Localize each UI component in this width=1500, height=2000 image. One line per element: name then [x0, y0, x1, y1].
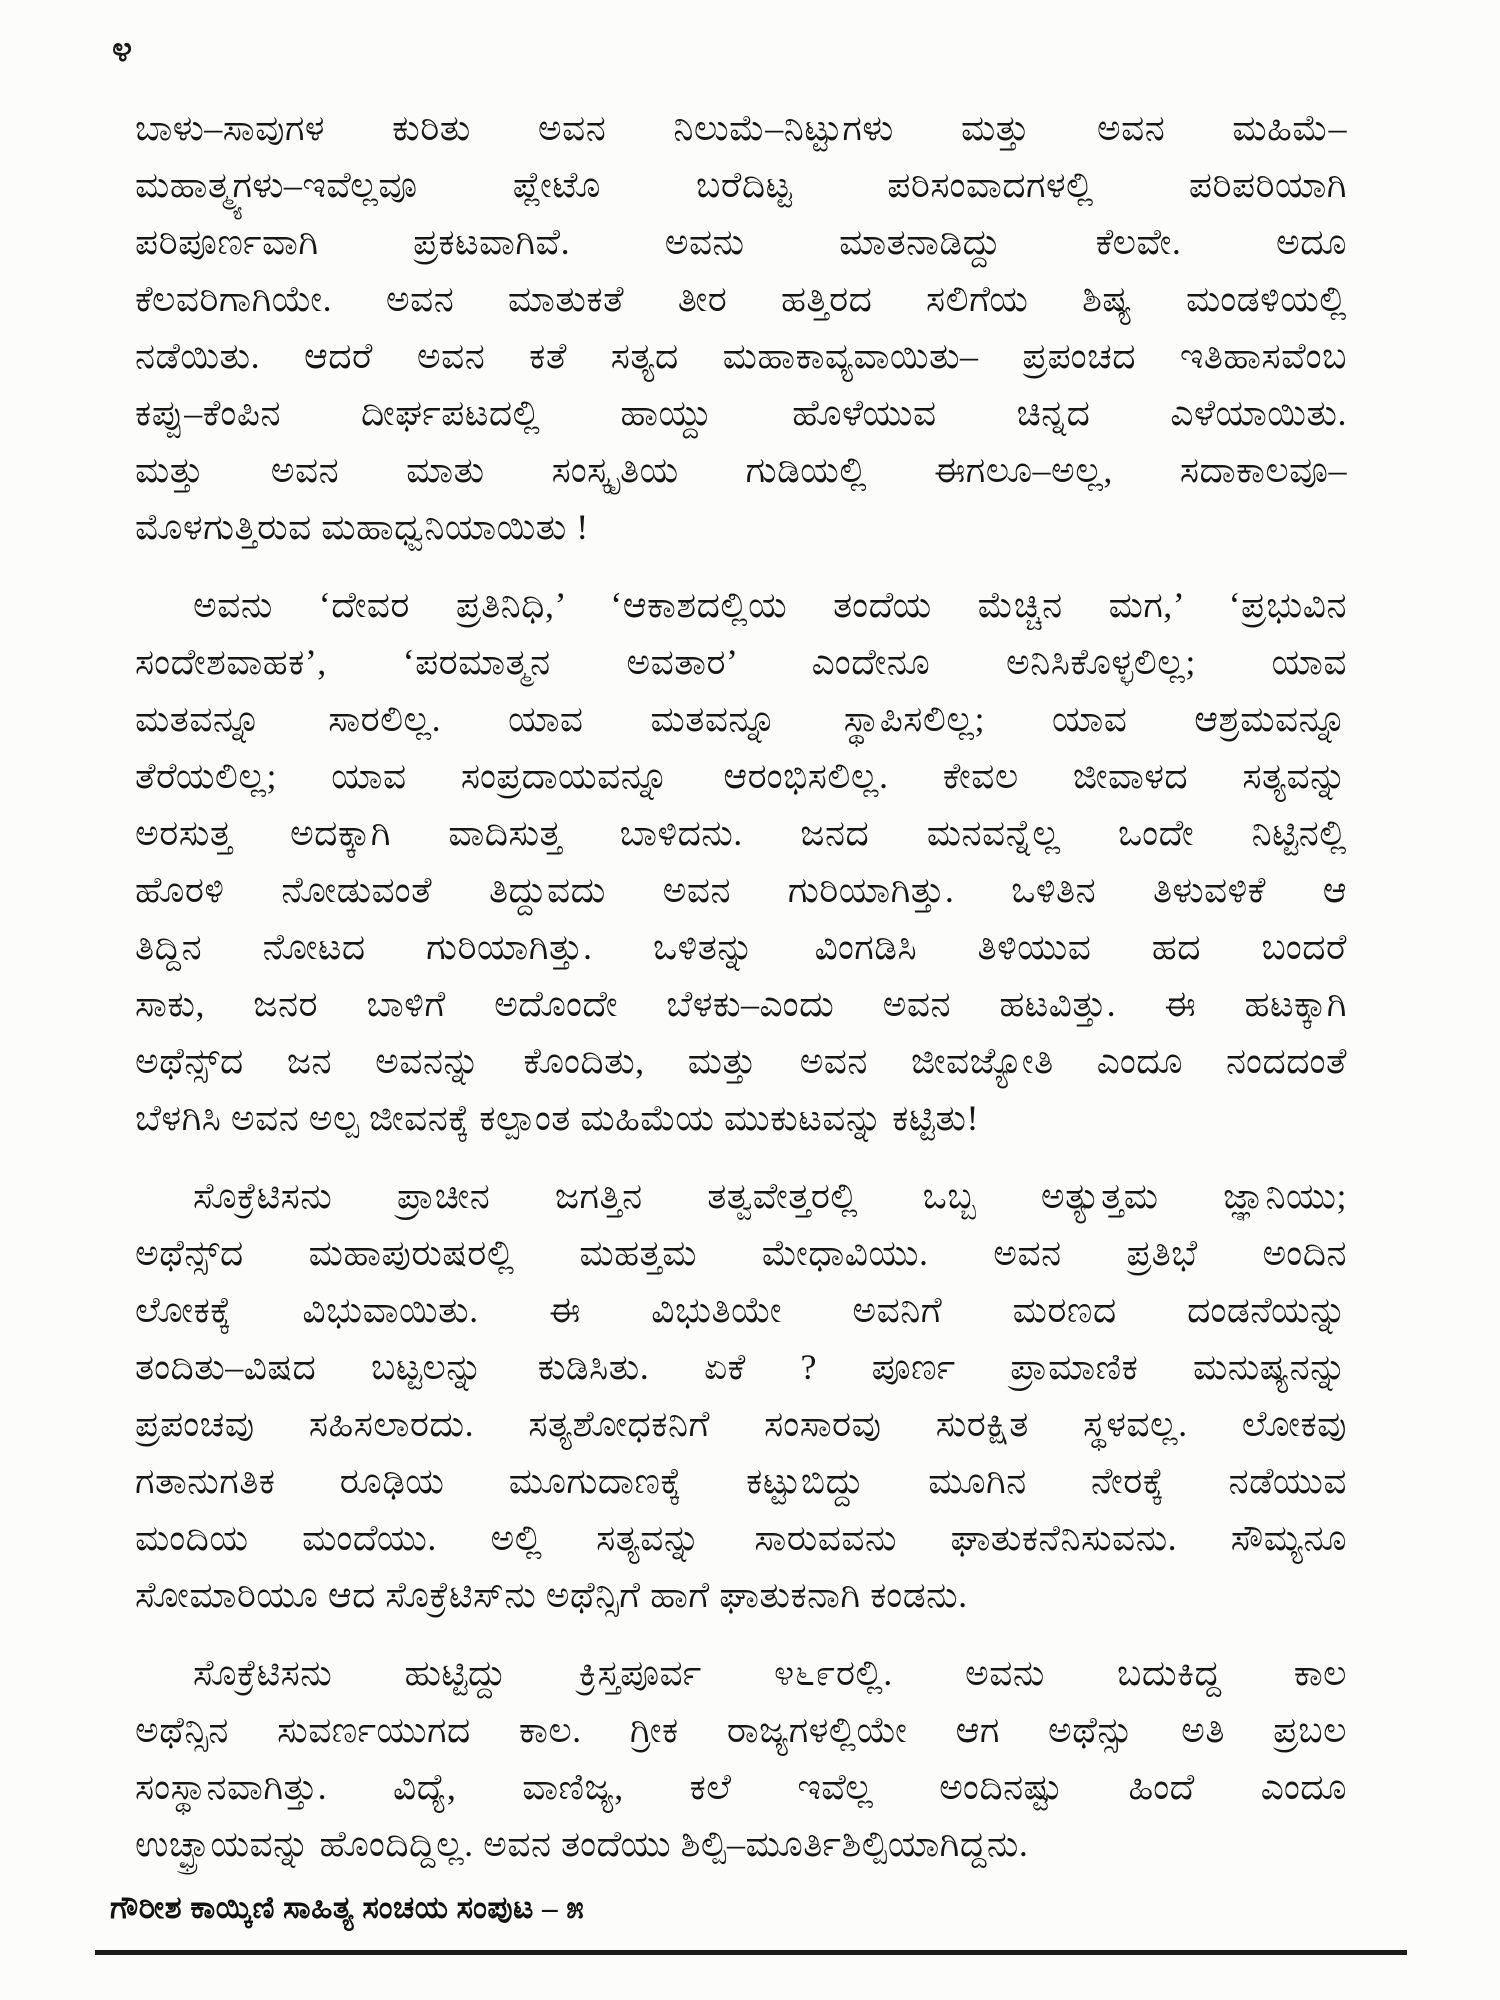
text-line: ಪರಿಪೂರ್ಣವಾಗಿ ಪ್ರಕಟವಾಗಿವೆ. ಅವನು ಮಾತನಾಡಿದ್ದು ಕೆಲವೇ. ಅದೂ	[135, 222, 1347, 262]
text-line: ಸೊಕ್ರೆಟಿಸನು ಹುಟ್ಟಿದ್ದು ಕ್ರಿಸ್ತಪೂರ್ವ ೪೬೯ರಲ್ಲಿ. ಅವನು ಬದುಕಿದ್ದ ಕಾಲ	[193, 1653, 1347, 1693]
text-line: ಸಾಕು, ಜನರ ಬಾಳಿಗೆ ಅದೊಂದೇ ಬೆಳಕು–ಎಂದು ಅವನ ಹಟವಿತ್ತು. ಈ ಹಟಕ್ಕಾಗಿ	[135, 984, 1347, 1024]
text-line: ಅಥೆನ್ಸಿನ ಸುವರ್ಣಯುಗದ ಕಾಲ. ಗ್ರೀಕ ರಾಜ್ಯಗಳಲ್ಲಿಯೇ ಆಗ ಅಥೆನ್ಸು ಅತಿ ಪ್ರಬಲ	[135, 1710, 1347, 1750]
text-line: ಬಾಳು–ಸಾವುಗಳ ಕುರಿತು ಅವನ ನಿಲುಮೆ–ನಿಟ್ಟುಗಳು ಮತ್ತು ಅವನ ಮಹಿಮೆ–	[135, 108, 1347, 148]
text-line: ಉಚ್ಛ್ರಾಯವನ್ನು ಹೊಂದಿದ್ದಿಲ್ಲ. ಅವನ ತಂದೆಯು ಶಿಲ್ಪಿ–ಮೂರ್ತಿಶಿಲ್ಪಿಯಾಗಿದ್ದನು.	[135, 1824, 1029, 1864]
text-line: ಕೆಲವರಿಗಾಗಿಯೇ. ಅವನ ಮಾತುಕತೆ ತೀರ ಹತ್ತಿರದ ಸಲಿಗೆಯ ಶಿಷ್ಯ ಮಂಡಳಿಯಲ್ಲಿ	[135, 279, 1347, 319]
text-line: ಮಹಾತ್ಮ್ಯಗಳು–ಇವೆಲ್ಲವೂ ಪ್ಲೇಟೊ ಬರೆದಿಟ್ಟ ಪರಿಸಂವಾದಗಳಲ್ಲಿ ಪರಿಪರಿಯಾಗಿ	[135, 165, 1347, 205]
text-line: ಅವನು ‘ದೇವರ ಪ್ರತಿನಿಧಿ,’ ‘ಆಕಾಶದಲ್ಲಿಯ ತಂದೆಯ ಮೆಚ್ಚಿನ ಮಗ,’ ‘ಪ್ರಭುವಿನ	[193, 585, 1347, 625]
text-line: ಅಥೆನ್ಸ್‌ದ ಮಹಾಪುರುಷರಲ್ಲಿ ಮಹತ್ತಮ ಮೇಧಾವಿಯು. ಅವನ ಪ್ರತಿಭೆ ಅಂದಿನ	[135, 1233, 1347, 1273]
text-line: ಮಂದಿಯ ಮಂದೆಯು. ಅಲ್ಲಿ ಸತ್ಯವನ್ನು ಸಾರುವವನು ಘಾತುಕನೆನಿಸುವನು. ಸೌಮ್ಯನೂ	[135, 1518, 1347, 1558]
text-line: ಮತ್ತು ಅವನ ಮಾತು ಸಂಸ್ಕೃತಿಯ ಗುಡಿಯಲ್ಲಿ ಈಗಲೂ–ಅಲ್ಲ, ಸದಾಕಾಲವೂ–	[135, 450, 1347, 490]
text-line: ಅರಸುತ್ತ ಅದಕ್ಕಾಗಿ ವಾದಿಸುತ್ತ ಬಾಳಿದನು. ಜನದ ಮನವನ್ನೆಲ್ಲ ಒಂದೇ ನಿಟ್ಟಿನಲ್ಲಿ	[135, 813, 1347, 853]
paragraph	[135, 577, 1347, 1147]
paragraph	[135, 1168, 1347, 1624]
text-line: ಸಂದೇಶವಾಹಕ’, ‘ಪರಮಾತ್ಮನ ಅವತಾರ’ ಎಂದೇನೂ ಅನಿಸಿಕೊಳ್ಳಲಿಲ್ಲ; ಯಾವ	[135, 642, 1347, 682]
paragraph	[135, 1645, 1347, 1873]
text-line: ತೆರೆಯಲಿಲ್ಲ; ಯಾವ ಸಂಪ್ರದಾಯವನ್ನೂ ಆರಂಭಿಸಲಿಲ್ಲ. ಕೇವಲ ಜೀವಾಳದ ಸತ್ಯವನ್ನು	[135, 756, 1347, 796]
footer-series-title: ಗೌರೀಶ ಕಾಯ್ಕಿಣಿ ಸಾಹಿತ್ಯ ಸಂಚಯ ಸಂಪುಟ – ೫	[110, 1890, 585, 1925]
page-body-text	[135, 100, 1347, 1894]
text-line: ನಡೆಯಿತು. ಆದರೆ ಅವನ ಕತೆ ಸತ್ಯದ ಮಹಾಕಾವ್ಯವಾಯಿತು– ಪ್ರಪಂಚದ ಇತಿಹಾಸವೆಂಬ	[135, 336, 1347, 376]
page-number: ೪	[112, 29, 133, 69]
text-line: ಸೋಮಾರಿಯೂ ಆದ ಸೊಕ್ರೆಟಿಸ್‌ನು ಅಥೆನ್ಸಿಗೆ ಹಾಗೆ ಘಾತುಕನಾಗಿ ಕಂಡನು.	[135, 1575, 968, 1615]
text-line: ಮತವನ್ನೂ ಸಾರಲಿಲ್ಲ. ಯಾವ ಮತವನ್ನೂ ಸ್ಥಾಪಿಸಲಿಲ್ಲ; ಯಾವ ಆಶ್ರಮವನ್ನೂ	[135, 699, 1347, 739]
text-line: ಸಂಸ್ಥಾನವಾಗಿತ್ತು. ವಿದ್ಯೆ, ವಾಣಿಜ್ಯ, ಕಲೆ ಇವೆಲ್ಲ ಅಂದಿನಷ್ಟು ಹಿಂದೆ ಎಂದೂ	[135, 1767, 1347, 1807]
text-line: ಮೊಳಗುತ್ತಿರುವ ಮಹಾಧ್ವನಿಯಾಯಿತು !	[135, 507, 589, 547]
text-line: ಪ್ರಪಂಚವು ಸಹಿಸಲಾರದು. ಸತ್ಯಶೋಧಕನಿಗೆ ಸಂಸಾರವು ಸುರಕ್ಷಿತ ಸ್ಥಳವಲ್ಲ. ಲೋಕವು	[135, 1404, 1347, 1444]
text-line: ಅಥೆನ್ಸ್‌ದ ಜನ ಅವನನ್ನು ಕೊಂದಿತು, ಮತ್ತು ಅವನ ಜೀವಜ್ಯೋತಿ ಎಂದೂ ನಂದದಂತೆ	[135, 1041, 1347, 1081]
paragraph	[135, 100, 1347, 556]
text-line: ತಂದಿತು–ವಿಷದ ಬಟ್ಟಲನ್ನು ಕುಡಿಸಿತು. ಏಕೆ ? ಪೂರ್ಣ ಪ್ರಾಮಾಣಿಕ ಮನುಷ್ಯನನ್ನು	[135, 1347, 1347, 1387]
footer-rule	[95, 1950, 1407, 1955]
text-line: ತಿದ್ದಿನ ನೋಟದ ಗುರಿಯಾಗಿತ್ತು. ಒಳಿತನ್ನು ವಿಂಗಡಿಸಿ ತಿಳಿಯುವ ಹದ ಬಂದರೆ	[135, 927, 1347, 967]
text-line: ಲೋಕಕ್ಕೆ ವಿಭುವಾಯಿತು. ಈ ವಿಭುತಿಯೇ ಅವನಿಗೆ ಮರಣದ ದಂಡನೆಯನ್ನು	[135, 1290, 1347, 1330]
text-line: ಗತಾನುಗತಿಕ ರೂಢಿಯ ಮೂಗುದಾಣಕ್ಕೆ ಕಟ್ಟುಬಿದ್ದು ಮೂಗಿನ ನೇರಕ್ಕೆ ನಡೆಯುವ	[135, 1461, 1347, 1501]
text-line: ಕಪ್ಪು–ಕೆಂಪಿನ ದೀರ್ಘಪಟದಲ್ಲಿ ಹಾಯ್ದು ಹೊಳೆಯುವ ಚಿನ್ನದ ಎಳೆಯಾಯಿತು.	[135, 393, 1347, 433]
text-line: ಸೊಕ್ರೆಟಿಸನು ಪ್ರಾಚೀನ ಜಗತ್ತಿನ ತತ್ವವೇತ್ತರಲ್ಲಿ ಒಬ್ಬ ಅತ್ಯುತ್ತಮ ಜ್ಞಾನಿಯು;	[193, 1176, 1347, 1216]
text-line: ಹೊರಳಿ ನೋಡುವಂತೆ ತಿದ್ದುವದು ಅವನ ಗುರಿಯಾಗಿತ್ತು. ಒಳಿತಿನ ತಿಳುವಳಿಕೆ ಆ	[135, 870, 1347, 910]
text-line: ಬೆಳಗಿಸಿ ಅವನ ಅಲ್ಪ ಜೀವನಕ್ಕೆ ಕಲ್ಪಾಂತ ಮಹಿಮೆಯ ಮುಕುಟವನ್ನು ಕಟ್ಟಿತು!	[135, 1098, 979, 1138]
